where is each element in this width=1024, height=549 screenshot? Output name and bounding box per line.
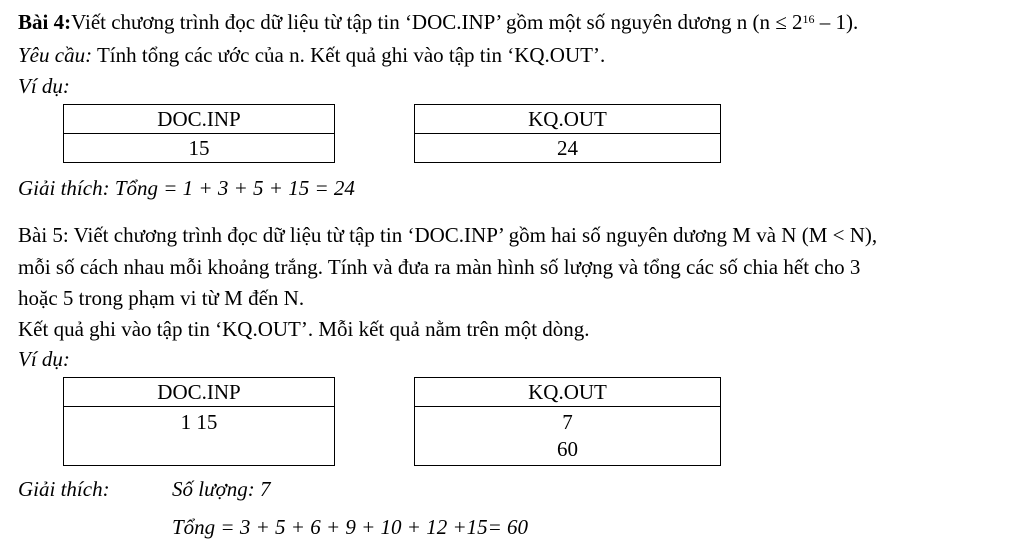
bai5-sum-text: Tổng = 3 + 5 + 6 + 9 + 10 + 12 +15= 60: [172, 515, 529, 539]
bai4-explain-text: Tổng = 1 + 3 + 5 + 15 = 24: [114, 176, 355, 200]
bai4-requirement-label: Yêu cầu:: [18, 43, 93, 67]
bai4-explain-label: Giải thích:: [18, 176, 110, 200]
bai4-output-table: [414, 104, 721, 163]
bai4-explanation: [18, 175, 355, 201]
bai4-statement-end: – 1).: [814, 10, 859, 34]
bai5-line-1: Bài 5: Viết chương trình đọc dữ liệu từ tập tin ‘DOC.INP’ gồm hai số nguyên dương M và N (M < N),: [18, 223, 878, 247]
bai4-input-table: [63, 104, 335, 163]
bai4-output-header: KQ.OUT: [415, 105, 721, 134]
bai5-line-3: hoặc 5 trong phạm vi từ M đến N.: [18, 286, 305, 310]
bai5-output-count: 7: [562, 410, 573, 434]
bai4-input-header: DOC.INP: [64, 105, 335, 134]
bai5-output-values: [415, 407, 721, 466]
bai5-input-value: 1 15: [64, 407, 335, 466]
bai5-output-sum: 60: [557, 437, 578, 461]
bai4-input-value: 15: [64, 134, 335, 163]
bai5-explain-label: Giải thích:: [18, 477, 110, 501]
bai5-line-2: mỗi số cách nhau mỗi khoảng trắng. Tính và đưa ra màn hình số lượng và tổng các số chia hết cho 3: [18, 255, 861, 279]
bai4-label: Bài 4:: [18, 10, 72, 34]
bai4-exponent: 16: [802, 12, 815, 26]
bai4-example-label: Ví dụ:: [18, 74, 70, 98]
bai4-statement-text: Viết chương trình đọc dữ liệu từ tập tin ‘DOC.INP’ gồm một số nguyên dương n (n ≤ 2: [71, 10, 803, 34]
bai4-statement: [18, 9, 858, 35]
bai4-requirement: [18, 42, 605, 68]
bai5-input-header: DOC.INP: [64, 378, 335, 407]
bai5-input-table: [63, 377, 335, 466]
bai5-example-label: Ví dụ:: [18, 347, 70, 371]
bai5-output-table: [414, 377, 721, 466]
bai4-requirement-text: Tính tổng các ước của n. Kết quả ghi vào tập tin ‘KQ.OUT’.: [92, 43, 606, 67]
bai5-count-text: Số lượng: 7: [172, 477, 271, 501]
bai5-line-4: Kết quả ghi vào tập tin ‘KQ.OUT’. Mỗi kết quả nằm trên một dòng.: [18, 317, 590, 341]
bai4-output-value: 24: [415, 134, 721, 163]
bai5-output-header: KQ.OUT: [415, 378, 721, 407]
